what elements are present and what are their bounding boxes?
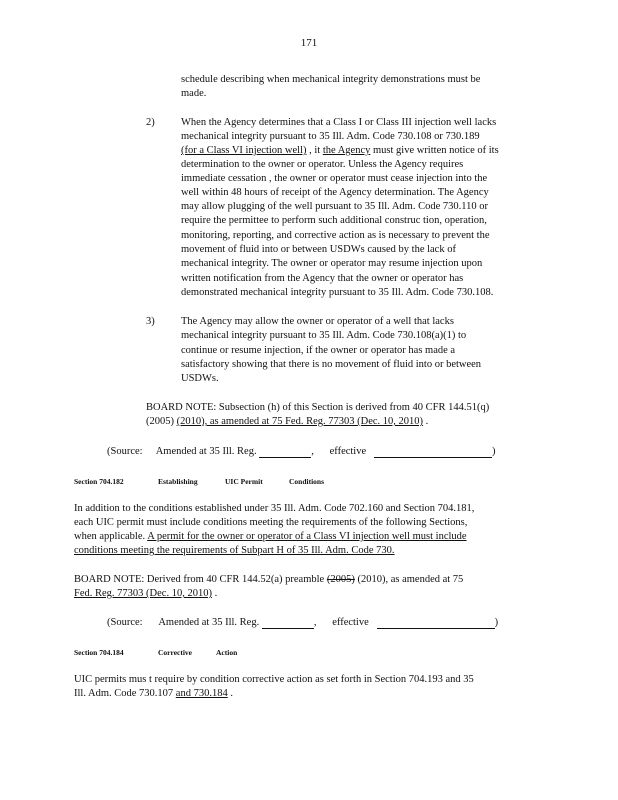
item-3-line-1: The Agency may allow the owner or operator of a well that lacks (181, 316, 454, 327)
item-2-notice-text: must give written notice of its (370, 145, 499, 156)
board-note-2-period: . (211, 588, 218, 599)
section-704-182-title-b: UIC Permit (225, 477, 263, 486)
para-182-line-4 (74, 545, 395, 557)
para-184-code: Ill. Adm. Code 730.107 (74, 688, 176, 699)
section-704-182-number: Section 704.182 (74, 477, 124, 486)
source-2-comma: , (313, 617, 317, 628)
item-2-it-text: , it (306, 145, 323, 156)
para-182-line-3 (74, 531, 467, 543)
block1-line-1: schedule describing when mechanical integrity demonstrations must be (181, 74, 481, 85)
item-3-number: 3) (146, 316, 155, 327)
page-number: 171 (300, 37, 318, 49)
source-1-effective-blank (374, 447, 492, 458)
source-2-label: (Source: (107, 617, 143, 628)
source-note-2 (107, 617, 498, 629)
item-2-class-vi-insert: (for a Class VI injection well) (181, 145, 307, 156)
item-2-line-3 (181, 145, 499, 157)
board-note-2-year: (2010), as amended at 75 (354, 574, 464, 585)
item-2-line-1: When the Agency determines that a Class I or Class III injection well lacks (181, 117, 497, 128)
source-1-amended: Amended at 35 Ill. Reg. (155, 446, 257, 457)
item-3-line-3: continue or resume injection, if the owner or operator has made a (181, 345, 456, 356)
item-2-line-4: determination to the owner or operator. Unless the Agency requires (181, 159, 464, 170)
source-2-amended: Amended at 35 Ill. Reg. (158, 617, 260, 628)
board-note-1-line-1: BOARD NOTE: Subsection (h) of this Section is derived from 40 CFR 144.51(q) (146, 402, 490, 413)
board-note-1-amendment: (2010), as amended at 75 Fed. Reg. 77303 (Dec. 10, 2010) (176, 416, 424, 427)
section-704-184-title-b: Action (216, 648, 238, 657)
section-704-182-title-a: Establishing (158, 477, 198, 486)
board-note-2-derived: BOARD NOTE: Derived from 40 CFR 144.52(a) preamble (74, 574, 327, 585)
board-note-2-fed-reg: Fed. Reg. 77303 (Dec. 10, 2010) (74, 588, 212, 599)
item-2-line-11: mechanical integrity. The owner or operator may resume injection upon (181, 258, 483, 269)
para-184-insert: and 730.184 (175, 688, 228, 699)
para-182-subpart-h-insert: conditions meeting the requirements of Subpart H of 35 Ill. Adm. Code 730. (74, 545, 395, 556)
item-2-line-7: may allow plugging of the well pursuant to 35 Ill. Adm. Code 730.110 or (181, 201, 488, 212)
board-note-1-period: . (423, 416, 429, 427)
para-182-line-1: In addition to the conditions established under 35 Ill. Adm. Code 702.160 and Section 704.181, (74, 503, 475, 514)
board-note-2-line-2 (74, 588, 217, 600)
board-note-1-year: (2005) (146, 416, 177, 427)
item-2-line-2: mechanical integrity pursuant to 35 Ill. Adm. Code 730.108 or 730.189 (181, 131, 480, 142)
para-182-class-vi-insert: A permit for the owner or operator of a Class VI injection well must include (147, 531, 467, 542)
item-3-line-5: USDWs. (181, 373, 219, 384)
source-1-label: (Source: (107, 446, 143, 457)
block1-line-2: made. (181, 88, 207, 99)
item-2-agency-insert: the Agency (322, 145, 371, 156)
source-2-reg-blank (262, 618, 314, 629)
item-3-line-2: mechanical integrity pursuant to 35 Ill. Adm. Code 730.108(a)(1) to (181, 330, 467, 341)
section-704-184-number: Section 704.184 (74, 648, 124, 657)
source-1-close: ) (492, 446, 496, 457)
para-182-when-applicable: when applicable. (74, 531, 148, 542)
source-2-effective: effective (332, 617, 369, 628)
source-1-effective: effective (329, 446, 367, 457)
item-2-line-9: monitoring, reporting, and corrective action as is necessary to prevent the (181, 230, 490, 241)
item-3-line-4: satisfactory showing that there is no movement of fluid into or between (181, 359, 482, 370)
item-2-line-6: well within 48 hours of receipt of the Agency determination. The Agency (181, 187, 489, 198)
section-704-182-title-c: Conditions (289, 477, 325, 486)
para-184-line-2 (74, 688, 233, 700)
board-note-1-line-2 (146, 416, 428, 428)
item-2-line-10: movement of fluid into or between USDWs caused by the lack of (181, 244, 456, 255)
board-note-2-struck-year: (2005) (326, 574, 355, 585)
para-182-line-2: each UIC permit must include conditions meeting the requirements of the following Sections, (74, 517, 468, 528)
source-note-1 (107, 446, 496, 458)
item-2-line-12: written notification from the Agency that the owner or operator has (181, 273, 464, 284)
para-184-period: . (227, 688, 233, 699)
item-2-line-13: demonstrated mechanical integrity pursuant to 35 Ill. Adm. Code 730.108. (181, 287, 494, 298)
board-note-2-line-1 (74, 574, 463, 586)
item-2-number: 2) (146, 117, 155, 128)
source-2-close: ) (494, 617, 499, 628)
item-2-line-5: immediate cessation , the owner or operator must cease injection into the (181, 173, 488, 184)
source-2-effective-blank (377, 618, 495, 629)
item-2-line-8: require the permittee to perform such additional construc tion, operation, (181, 215, 487, 226)
para-184-line-1: UIC permits mus t require by condition corrective action as set forth in Section 704.193 and 35 (74, 674, 474, 685)
source-1-reg-blank (259, 447, 311, 458)
section-704-184-title-a: Corrective (158, 648, 193, 657)
source-1-comma: , (311, 446, 314, 457)
